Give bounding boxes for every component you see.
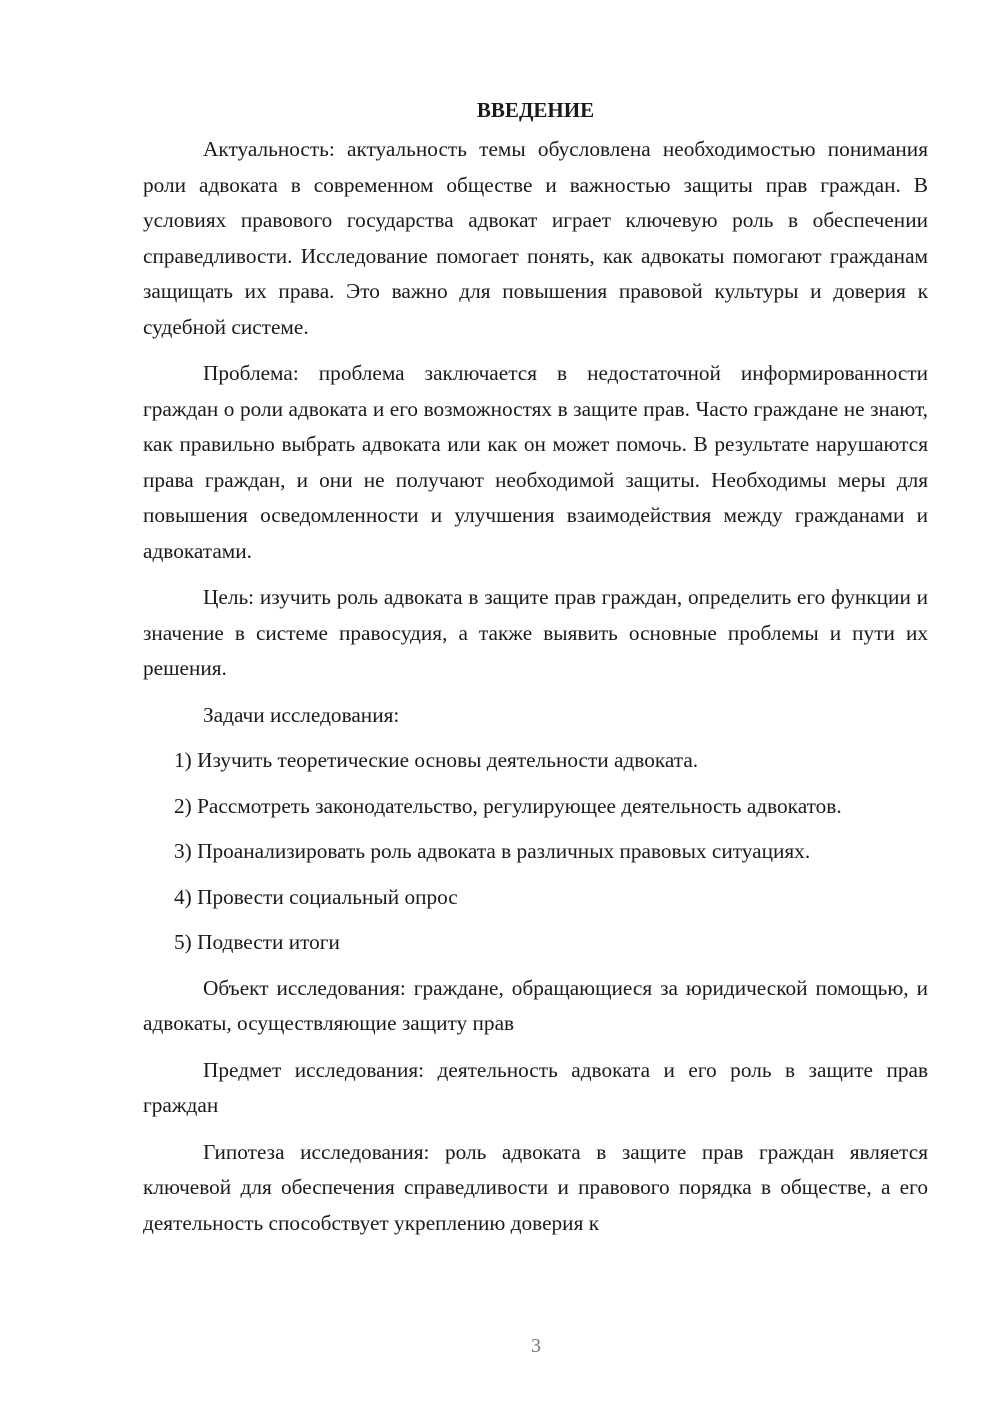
task-item-3: 3) Проанализировать роль адвоката в различных правовых ситуациях.	[174, 839, 811, 863]
object-paragraph: Объект исследования: граждане, обращающиеся за юридической помощью, и адвокаты, осуществляющие защиту прав	[143, 975, 928, 1035]
hypothesis-paragraph: Гипотеза исследования: роль адвоката в защите прав граждан является ключевой для обеспечения справедливости и правового порядка в обществе, а его деятельность способствует укреплению доверия к	[143, 1139, 928, 1235]
goal-paragraph: Цель: изучить роль адвоката в защите прав граждан, определить его функции и значение в системе правосудия, а также выявить основные проблемы и пути их решения.	[143, 585, 928, 680]
relevance-paragraph: Актуальность: актуальность темы обусловлена необходимостью понимания роли адвоката в современном обществе и важностью защиты прав граждан. В условиях правового государства адвокат играет ключевую роль в обеспечении справедливости. Исследование помогает понять, как адвокаты помогают гражданам защищать их права. Это важно для повышения правовой культуры и доверия к судебной системе.	[143, 137, 928, 339]
task-item-4: 4) Провести социальный опрос	[174, 884, 458, 909]
task-item-1: 1) Изучить теоретические основы деятельности адвоката.	[174, 748, 699, 772]
section-title: ВВЕДЕНИЕ	[476, 98, 595, 122]
task-item-5: 5) Подвести итоги	[174, 930, 340, 954]
document-page	[143, 92, 928, 1252]
task-item-2: 2) Рассмотреть законодательство, регулирующее деятельность адвокатов.	[174, 793, 842, 818]
page-number: 3	[531, 1335, 541, 1357]
tasks-heading: Задачи исследования:	[203, 702, 400, 727]
problem-paragraph: Проблема: проблема заключается в недостаточной информированности граждан о роли адвоката и его возможностях в защите прав. Часто граждане не знают, как правильно выбрать адвоката или как он может помочь. В результате нарушаются права граждан, и они не получают необходимой защиты. Необходимы меры для повышения осведомленности и улучшения взаимодействия между гражданами и адвокатами.	[143, 361, 928, 563]
subject-paragraph: Предмет исследования: деятельность адвоката и его роль в защите прав граждан	[143, 1057, 928, 1117]
tasks-list	[143, 743, 928, 961]
